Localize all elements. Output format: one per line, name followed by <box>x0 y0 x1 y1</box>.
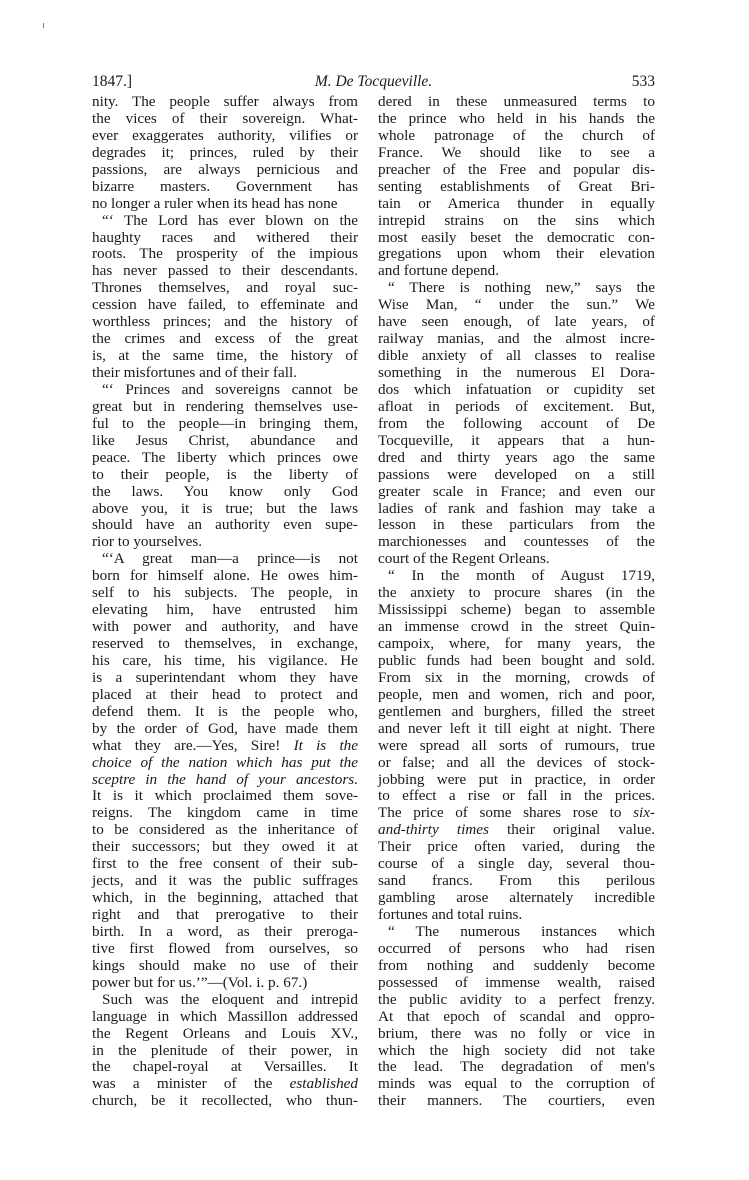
text-line <box>378 721 655 738</box>
text-line <box>92 348 358 365</box>
line-text: ladies of rank and fashion may take a <box>378 499 655 517</box>
text-line <box>92 416 358 433</box>
text-line <box>92 280 358 297</box>
text-line <box>92 992 358 1009</box>
text-line <box>378 585 655 602</box>
text-line <box>92 1076 358 1093</box>
text-line <box>378 517 655 534</box>
text-line <box>92 958 358 975</box>
line-text: which, in the beginning, attached that <box>92 889 358 907</box>
text-line <box>378 230 655 247</box>
line-text: nity. The people suffer always from <box>92 93 358 110</box>
text-line <box>92 890 358 907</box>
text-line <box>378 382 655 399</box>
scan-speck <box>43 23 44 28</box>
line-text: the public avidity to a perfect frenzy. <box>378 990 655 1008</box>
line-text: no longer a ruler when its head has none <box>92 194 338 212</box>
line-text: passions, are always pernicious and <box>92 160 358 178</box>
text-line <box>378 1009 655 1026</box>
line-text: is a superintendant whom they have <box>92 668 358 686</box>
line-text: passions were developed on a still <box>378 465 655 483</box>
text-line <box>378 788 655 805</box>
line-text: elevating him, have entrusted him <box>92 601 358 619</box>
italic-text: and-thirty times <box>378 821 489 839</box>
line-text: marchionesses and countesses of the <box>378 533 655 551</box>
text-line <box>92 246 358 263</box>
line-text: have seen enough, of late years, of <box>378 313 655 331</box>
text-line <box>92 213 358 230</box>
text-line <box>92 568 358 585</box>
text-line <box>92 111 358 128</box>
line-text: their successors; but they owed it at <box>92 838 358 856</box>
line-text: right and that prerogative to their <box>92 906 358 923</box>
line-text: great but in rendering themselves use- <box>92 397 358 415</box>
line-text: senting establishments of Great Bri- <box>378 177 655 195</box>
line-text: an immense crowd in the street Quin- <box>378 618 655 636</box>
line-text: gregations upon whom their elevation <box>378 245 655 263</box>
line-text: tain or America thunder in equally <box>378 194 655 212</box>
text-line <box>92 433 358 450</box>
line-text: “ The numerous instances which <box>388 922 655 940</box>
line-text: their original value. <box>488 821 655 839</box>
text-line <box>378 636 655 653</box>
italic-text: established <box>289 1075 358 1093</box>
line-text: and fortune depend. <box>378 262 500 280</box>
line-text: has never passed to their descendants. <box>92 262 358 280</box>
line-text: church, be it recollected, who thun- <box>92 1092 358 1110</box>
line-text: public funds had been bought and sold. <box>378 651 655 669</box>
text-line <box>92 839 358 856</box>
text-line <box>378 297 655 314</box>
text-line <box>92 687 358 704</box>
text-line <box>92 484 358 501</box>
line-text: in the plenitude of their power, in <box>92 1041 358 1059</box>
line-text: The price of some shares rose to <box>378 804 634 822</box>
line-text: reigns. The kingdom came in time <box>92 804 358 822</box>
text-line <box>378 450 655 467</box>
text-line <box>92 162 358 179</box>
text-line <box>92 179 358 196</box>
text-line <box>378 924 655 941</box>
text-line <box>92 924 358 941</box>
line-text: peace. The liberty which princes owe <box>92 448 358 466</box>
text-line <box>378 348 655 365</box>
line-text: roots. The prosperity of the impious <box>92 245 358 263</box>
line-text: haughty races and withered their <box>92 228 358 246</box>
text-line <box>378 941 655 958</box>
text-line <box>378 416 655 433</box>
text-line <box>92 738 358 755</box>
text-line <box>92 941 358 958</box>
text-line <box>92 382 358 399</box>
text-line <box>92 450 358 467</box>
line-text: or false; and all the devices of stock- <box>378 753 655 771</box>
text-line <box>378 1043 655 1060</box>
line-text: from the following account of De <box>378 414 655 432</box>
text-line <box>92 145 358 162</box>
line-text: the anxiety to procure shares (in the <box>378 584 655 602</box>
line-text: dible anxiety of all classes to realise <box>378 347 655 365</box>
line-text: At that epoch of scandal and oppro- <box>378 1007 655 1025</box>
text-line <box>378 551 655 568</box>
line-text: placed at their head to protect and <box>92 685 358 703</box>
text-line <box>92 856 358 873</box>
text-line <box>378 890 655 907</box>
line-text: people, men and women, rich and poor, <box>378 685 655 703</box>
text-line <box>92 1026 358 1043</box>
line-text: should have an authority even supe- <box>92 516 358 534</box>
line-text: the prince who held in his hands the <box>378 109 655 127</box>
text-line <box>92 636 358 653</box>
text-line <box>378 907 655 924</box>
text-line <box>92 365 358 382</box>
text-line <box>92 297 358 314</box>
text-line <box>92 755 358 772</box>
line-text: greater scale in France; and even our <box>378 482 655 500</box>
text-line <box>92 772 358 789</box>
text-line <box>378 992 655 1009</box>
line-text: campoix, where, for many years, the <box>378 635 655 652</box>
italic-text: six- <box>633 804 655 822</box>
text-line <box>92 501 358 518</box>
italic-text: sceptre in the hand of your ancestors. <box>92 770 358 788</box>
text-line <box>92 1093 358 1110</box>
text-line <box>378 568 655 585</box>
running-title: M. De Tocqueville. <box>314 73 433 90</box>
line-text: the Regent Orleans and Louis XV., <box>92 1024 358 1042</box>
line-text: “‘ The Lord has ever blown on the <box>102 211 358 229</box>
line-text: fortunes and total ruins. <box>378 906 523 923</box>
line-text: Wise Man, “ under the sun.” We <box>378 296 655 314</box>
line-text: the chapel-royal at Versailles. It <box>92 1058 358 1076</box>
line-text: ful to the people—in bringing them, <box>92 414 358 432</box>
text-line <box>378 331 655 348</box>
text-line <box>378 399 655 416</box>
text-line <box>378 162 655 179</box>
text-line <box>378 484 655 501</box>
running-header <box>92 72 655 92</box>
page-number: 533 <box>631 73 655 90</box>
line-text: degrades it; princes, ruled by their <box>92 143 358 161</box>
text-line <box>378 839 655 856</box>
text-line <box>378 805 655 822</box>
line-text: gambling arose alternately incredible <box>378 889 655 907</box>
line-text: Tocqueville, it appears that a hun- <box>378 431 655 449</box>
text-line <box>92 1059 358 1076</box>
text-line <box>92 263 358 280</box>
line-text: minds was equal to the corruption of <box>378 1075 655 1093</box>
text-line <box>378 822 655 839</box>
text-line <box>92 331 358 348</box>
text-line <box>92 94 358 111</box>
italic-text: choice of the nation which has put the <box>92 753 358 771</box>
text-line <box>378 653 655 670</box>
line-text: above you, it is true; but the laws <box>92 499 358 517</box>
line-text: lesson in these particulars from the <box>378 516 655 534</box>
text-line <box>92 196 358 213</box>
text-line <box>378 1026 655 1043</box>
line-text: France. We should like to see a <box>378 143 655 161</box>
text-line <box>378 704 655 721</box>
line-text: brium, there was no folly or vice in <box>378 1024 655 1042</box>
header-year: 1847.] <box>92 73 133 90</box>
line-text: like Jesus Christ, abundance and <box>92 431 358 449</box>
line-text: the lead. The degradation of men's <box>378 1058 655 1076</box>
text-line <box>378 873 655 890</box>
line-text: by the order of God, have made them <box>92 719 358 737</box>
line-text: were spread all sorts of rumours, true <box>378 736 655 754</box>
line-text: what they are.—Yes, Sire! <box>92 736 294 754</box>
line-text: the crimes and excess of the great <box>92 330 358 348</box>
text-line <box>378 670 655 687</box>
text-line <box>92 873 358 890</box>
line-text: reserved to themselves, in exchange, <box>92 635 358 652</box>
line-text: ever exaggerates authority, vilifies or <box>92 126 358 144</box>
text-line <box>92 467 358 484</box>
text-line <box>378 280 655 297</box>
line-text: course of a single day, several thou- <box>378 855 655 873</box>
line-text: to their people, is the liberty of <box>92 465 358 483</box>
text-line <box>92 314 358 331</box>
line-text: is, at the same time, the history of <box>92 347 358 365</box>
text-line <box>378 772 655 789</box>
text-line <box>378 602 655 619</box>
text-line <box>378 1076 655 1093</box>
text-line <box>378 1059 655 1076</box>
text-line <box>92 805 358 822</box>
left-text-column <box>92 94 358 1110</box>
text-line <box>378 365 655 382</box>
text-line <box>378 687 655 704</box>
text-line <box>92 653 358 670</box>
line-text: power but for us.’”—(Vol. i. p. 67.) <box>92 973 308 991</box>
text-line <box>378 619 655 636</box>
text-line <box>378 145 655 162</box>
line-text: with power and authority, and have <box>92 618 358 636</box>
line-text: bizarre masters. Government has <box>92 177 358 195</box>
line-text: “ In the month of August 1719, <box>388 567 655 585</box>
line-text: born for himself alone. He owes him- <box>92 567 358 585</box>
line-text: to be considered as the inheritance of <box>92 821 358 839</box>
text-line <box>378 975 655 992</box>
right-text-column <box>378 94 655 1110</box>
line-text: whole patronage of the church of <box>378 126 655 144</box>
line-text: their misfortunes and of their fall. <box>92 364 297 381</box>
text-line <box>92 517 358 534</box>
line-text: jobbing were put in practice, in order <box>378 770 655 788</box>
text-line <box>92 551 358 568</box>
text-line <box>378 467 655 484</box>
text-line <box>378 314 655 331</box>
line-text: the vices of their sovereign. What- <box>92 109 358 127</box>
line-text: afloat in periods of excitement. But, <box>378 397 655 415</box>
line-text: court of the Regent Orleans. <box>378 550 550 568</box>
line-text: cession have failed, to effeminate and <box>92 296 358 314</box>
line-text: dred and thirty years ago the same <box>378 448 655 466</box>
text-line <box>378 263 655 280</box>
text-line <box>378 128 655 145</box>
text-line <box>92 399 358 416</box>
italic-text: It is the <box>293 736 358 754</box>
text-line <box>378 856 655 873</box>
text-line <box>92 602 358 619</box>
text-line <box>92 1043 358 1060</box>
line-text: defend them. It is the people who, <box>92 702 358 720</box>
text-line <box>378 534 655 551</box>
text-line <box>92 975 358 992</box>
text-line <box>378 433 655 450</box>
text-line <box>92 230 358 247</box>
text-line <box>378 94 655 111</box>
line-text: preacher of the Free and popular dis- <box>378 160 655 178</box>
line-text: first to the free consent of their sub- <box>92 855 358 873</box>
text-line <box>378 755 655 772</box>
text-line <box>378 179 655 196</box>
text-line <box>378 958 655 975</box>
text-line <box>378 196 655 213</box>
line-text: self to his subjects. The people, in <box>92 584 358 602</box>
line-text: from nothing and suddenly become <box>378 956 655 974</box>
line-text: worthless princes; and the history of <box>92 313 358 331</box>
line-text: “ There is nothing new,” says the <box>388 279 655 297</box>
line-text: rior to yourselves. <box>92 533 203 551</box>
line-text: the laws. You know only God <box>92 482 358 500</box>
line-text: something in the numerous El Dora- <box>378 364 655 381</box>
line-text: which the high society did not take <box>378 1041 655 1059</box>
text-line <box>378 213 655 230</box>
text-line <box>92 788 358 805</box>
line-text: “‘ Princes and sovereigns cannot be <box>102 380 358 398</box>
line-text: Their price often varied, during the <box>378 838 655 856</box>
line-text: to effect a rise or fall in the prices. <box>378 787 655 805</box>
text-line <box>92 128 358 145</box>
text-line <box>378 738 655 755</box>
line-text: railway manias, and the almost incre- <box>378 330 655 348</box>
line-text: was a minister of the <box>92 1075 290 1093</box>
text-line <box>378 246 655 263</box>
line-text: Thrones themselves, and royal suc- <box>92 279 358 297</box>
text-line <box>378 1093 655 1110</box>
text-line <box>92 585 358 602</box>
text-line <box>92 1009 358 1026</box>
line-text: “‘A great man—a prince—is not <box>102 550 358 568</box>
line-text: their manners. The courtiers, even <box>378 1092 655 1110</box>
line-text: and never left it till eight at night. There <box>378 719 655 737</box>
text-line <box>92 534 358 551</box>
line-text: birth. In a word, as their preroga- <box>92 922 358 940</box>
line-text: his care, his time, his vigilance. He <box>92 651 358 669</box>
line-text: possessed of immense wealth, raised <box>378 973 655 991</box>
line-text: language in which Massillon addressed <box>92 1007 358 1025</box>
line-text: occurred of persons who had risen <box>378 939 655 957</box>
line-text: From six in the morning, crowds of <box>378 668 655 686</box>
line-text: dos which infatuation or cupidity set <box>378 380 655 398</box>
text-line <box>92 704 358 721</box>
text-line <box>92 619 358 636</box>
line-text: It is it which proclaimed them sove- <box>92 787 358 805</box>
line-text: jects, and it was the public suffrages <box>92 872 358 890</box>
line-text: intrepid strains on the sins which <box>378 211 655 229</box>
line-text: Mississippi scheme) began to assemble <box>378 601 655 619</box>
text-line <box>378 111 655 128</box>
text-line <box>92 907 358 924</box>
line-text: sand francs. From this perilous <box>378 872 655 890</box>
line-text: dered in these unmeasured terms to <box>378 93 655 110</box>
text-line <box>92 721 358 738</box>
text-line <box>378 501 655 518</box>
line-text: most easily beset the democratic con- <box>378 228 655 246</box>
line-text: gentlemen and burghers, filled the street <box>378 702 655 720</box>
line-text: tive first flowed from ourselves, so <box>92 939 358 957</box>
text-line <box>92 670 358 687</box>
text-line <box>92 822 358 839</box>
line-text: kings should make no use of their <box>92 956 358 974</box>
line-text: Such was the eloquent and intrepid <box>102 990 358 1008</box>
